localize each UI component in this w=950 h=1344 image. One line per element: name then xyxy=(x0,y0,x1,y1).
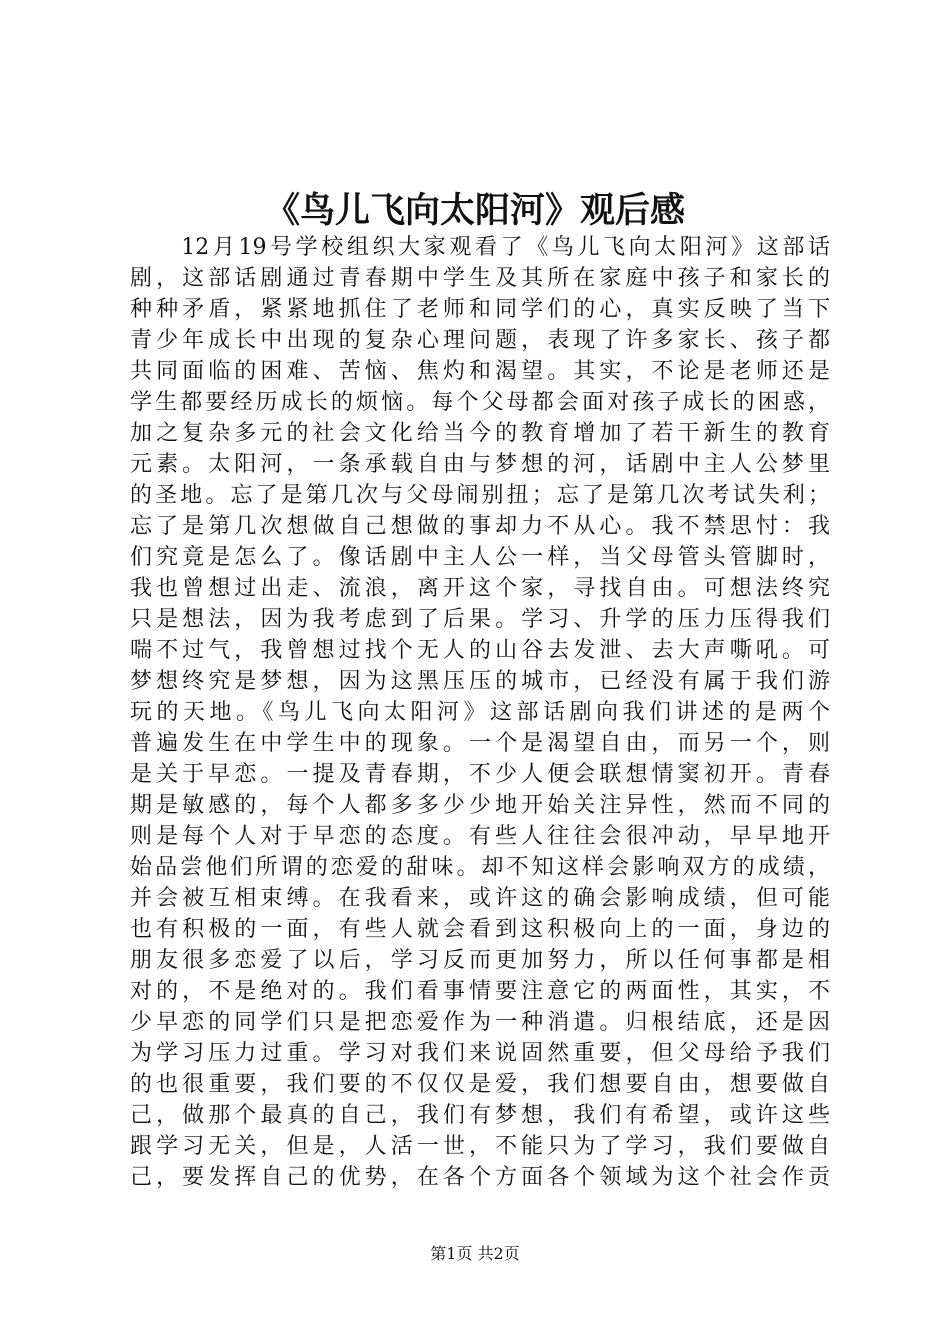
body-line: 加之复杂多元的社会文化给当今的教育增加了若干新生的教育 xyxy=(130,421,830,446)
document-title: 《鸟儿飞向太阳河》观后感 xyxy=(264,190,685,231)
body-line: 少早恋的同学们只是把恋爱作为一种消遣。归根结底，还是因 xyxy=(130,1010,830,1035)
body-line: 种种矛盾，紧紧地抓住了老师和同学们的心，真实反映了当下 xyxy=(130,297,830,322)
document-body xyxy=(130,232,830,1193)
body-line: 的圣地。忘了是第几次与父母闹别扭；忘了是第几次考试失利； xyxy=(130,483,830,508)
body-line: 只是想法，因为我考虑到了后果。学习、升学的压力压得我们 xyxy=(130,607,830,632)
page-footer: 第1页 共2页 xyxy=(430,1244,520,1263)
body-line: 玩的天地。《鸟儿飞向太阳河》这部话剧向我们讲述的是两个 xyxy=(130,700,830,725)
body-line: 共同面临的困难、苦恼、焦灼和渴望。其实，不论是老师还是 xyxy=(130,359,830,384)
body-line: 们究竟是怎么了。像话剧中主人公一样，当父母管头管脚时， xyxy=(130,545,830,570)
body-line: 青少年成长中出现的复杂心理问题，表现了许多家长、孩子都 xyxy=(130,328,830,353)
body-line: 也有积极的一面，有些人就会看到这积极向上的一面，身边的 xyxy=(130,917,830,942)
body-line: 普遍发生在中学生中的现象。一个是渴望自由，而另一个，则 xyxy=(130,731,830,756)
body-line: 己，做那个最真的自己，我们有梦想，我们有希望，或许这些 xyxy=(130,1103,830,1128)
body-line: 喘不过气，我曾想过找个无人的山谷去发泄、去大声嘶吼。可 xyxy=(130,638,830,663)
body-line: 为学习压力过重。学习对我们来说固然重要，但父母给予我们 xyxy=(130,1041,830,1066)
body-line: 学生都要经历成长的烦恼。每个父母都会面对孩子成长的困惑， xyxy=(130,390,830,415)
body-line: 元素。太阳河，一条承载自由与梦想的河，话剧中主人公梦里 xyxy=(130,452,830,477)
body-line: 并会被互相束缚。在我看来，或许这的确会影响成绩，但可能 xyxy=(130,886,830,911)
body-line: 我也曾想过出走、流浪，离开这个家，寻找自由。可想法终究 xyxy=(130,576,830,601)
body-line: 则是每个人对于早恋的态度。有些人往往会很冲动，早早地开 xyxy=(130,824,830,849)
body-line: 朋友很多恋爱了以后，学习反而更加努力，所以任何事都是相 xyxy=(130,948,830,973)
body-line: 期是敏感的，每个人都多多少少地开始关注异性，然而不同的 xyxy=(130,793,830,818)
body-line: 的也很重要，我们要的不仅仅是爱，我们想要自由，想要做自 xyxy=(130,1072,830,1097)
body-line: 己，要发挥自己的优势，在各个方面各个领域为这个社会作贡 xyxy=(130,1165,830,1190)
body-line: 对的，不是绝对的。我们看事情要注意它的两面性，其实，不 xyxy=(130,979,830,1004)
body-line: 剧，这部话剧通过青春期中学生及其所在家庭中孩子和家长的 xyxy=(130,266,830,291)
body-line: 始品尝他们所谓的恋爱的甜味。却不知这样会影响双方的成绩， xyxy=(130,855,830,880)
body-line: 跟学习无关，但是，人活一世，不能只为了学习，我们要做自 xyxy=(130,1134,830,1159)
body-line: 12月19号学校组织大家观看了《鸟儿飞向太阳河》这部话 xyxy=(130,235,830,260)
body-line: 忘了是第几次想做自己想做的事却力不从心。我不禁思忖：我 xyxy=(130,514,830,539)
body-line: 是关于早恋。一提及青春期，不少人便会联想情窦初开。青春 xyxy=(130,762,830,787)
body-line: 梦想终究是梦想，因为这黑压压的城市，已经没有属于我们游 xyxy=(130,669,830,694)
